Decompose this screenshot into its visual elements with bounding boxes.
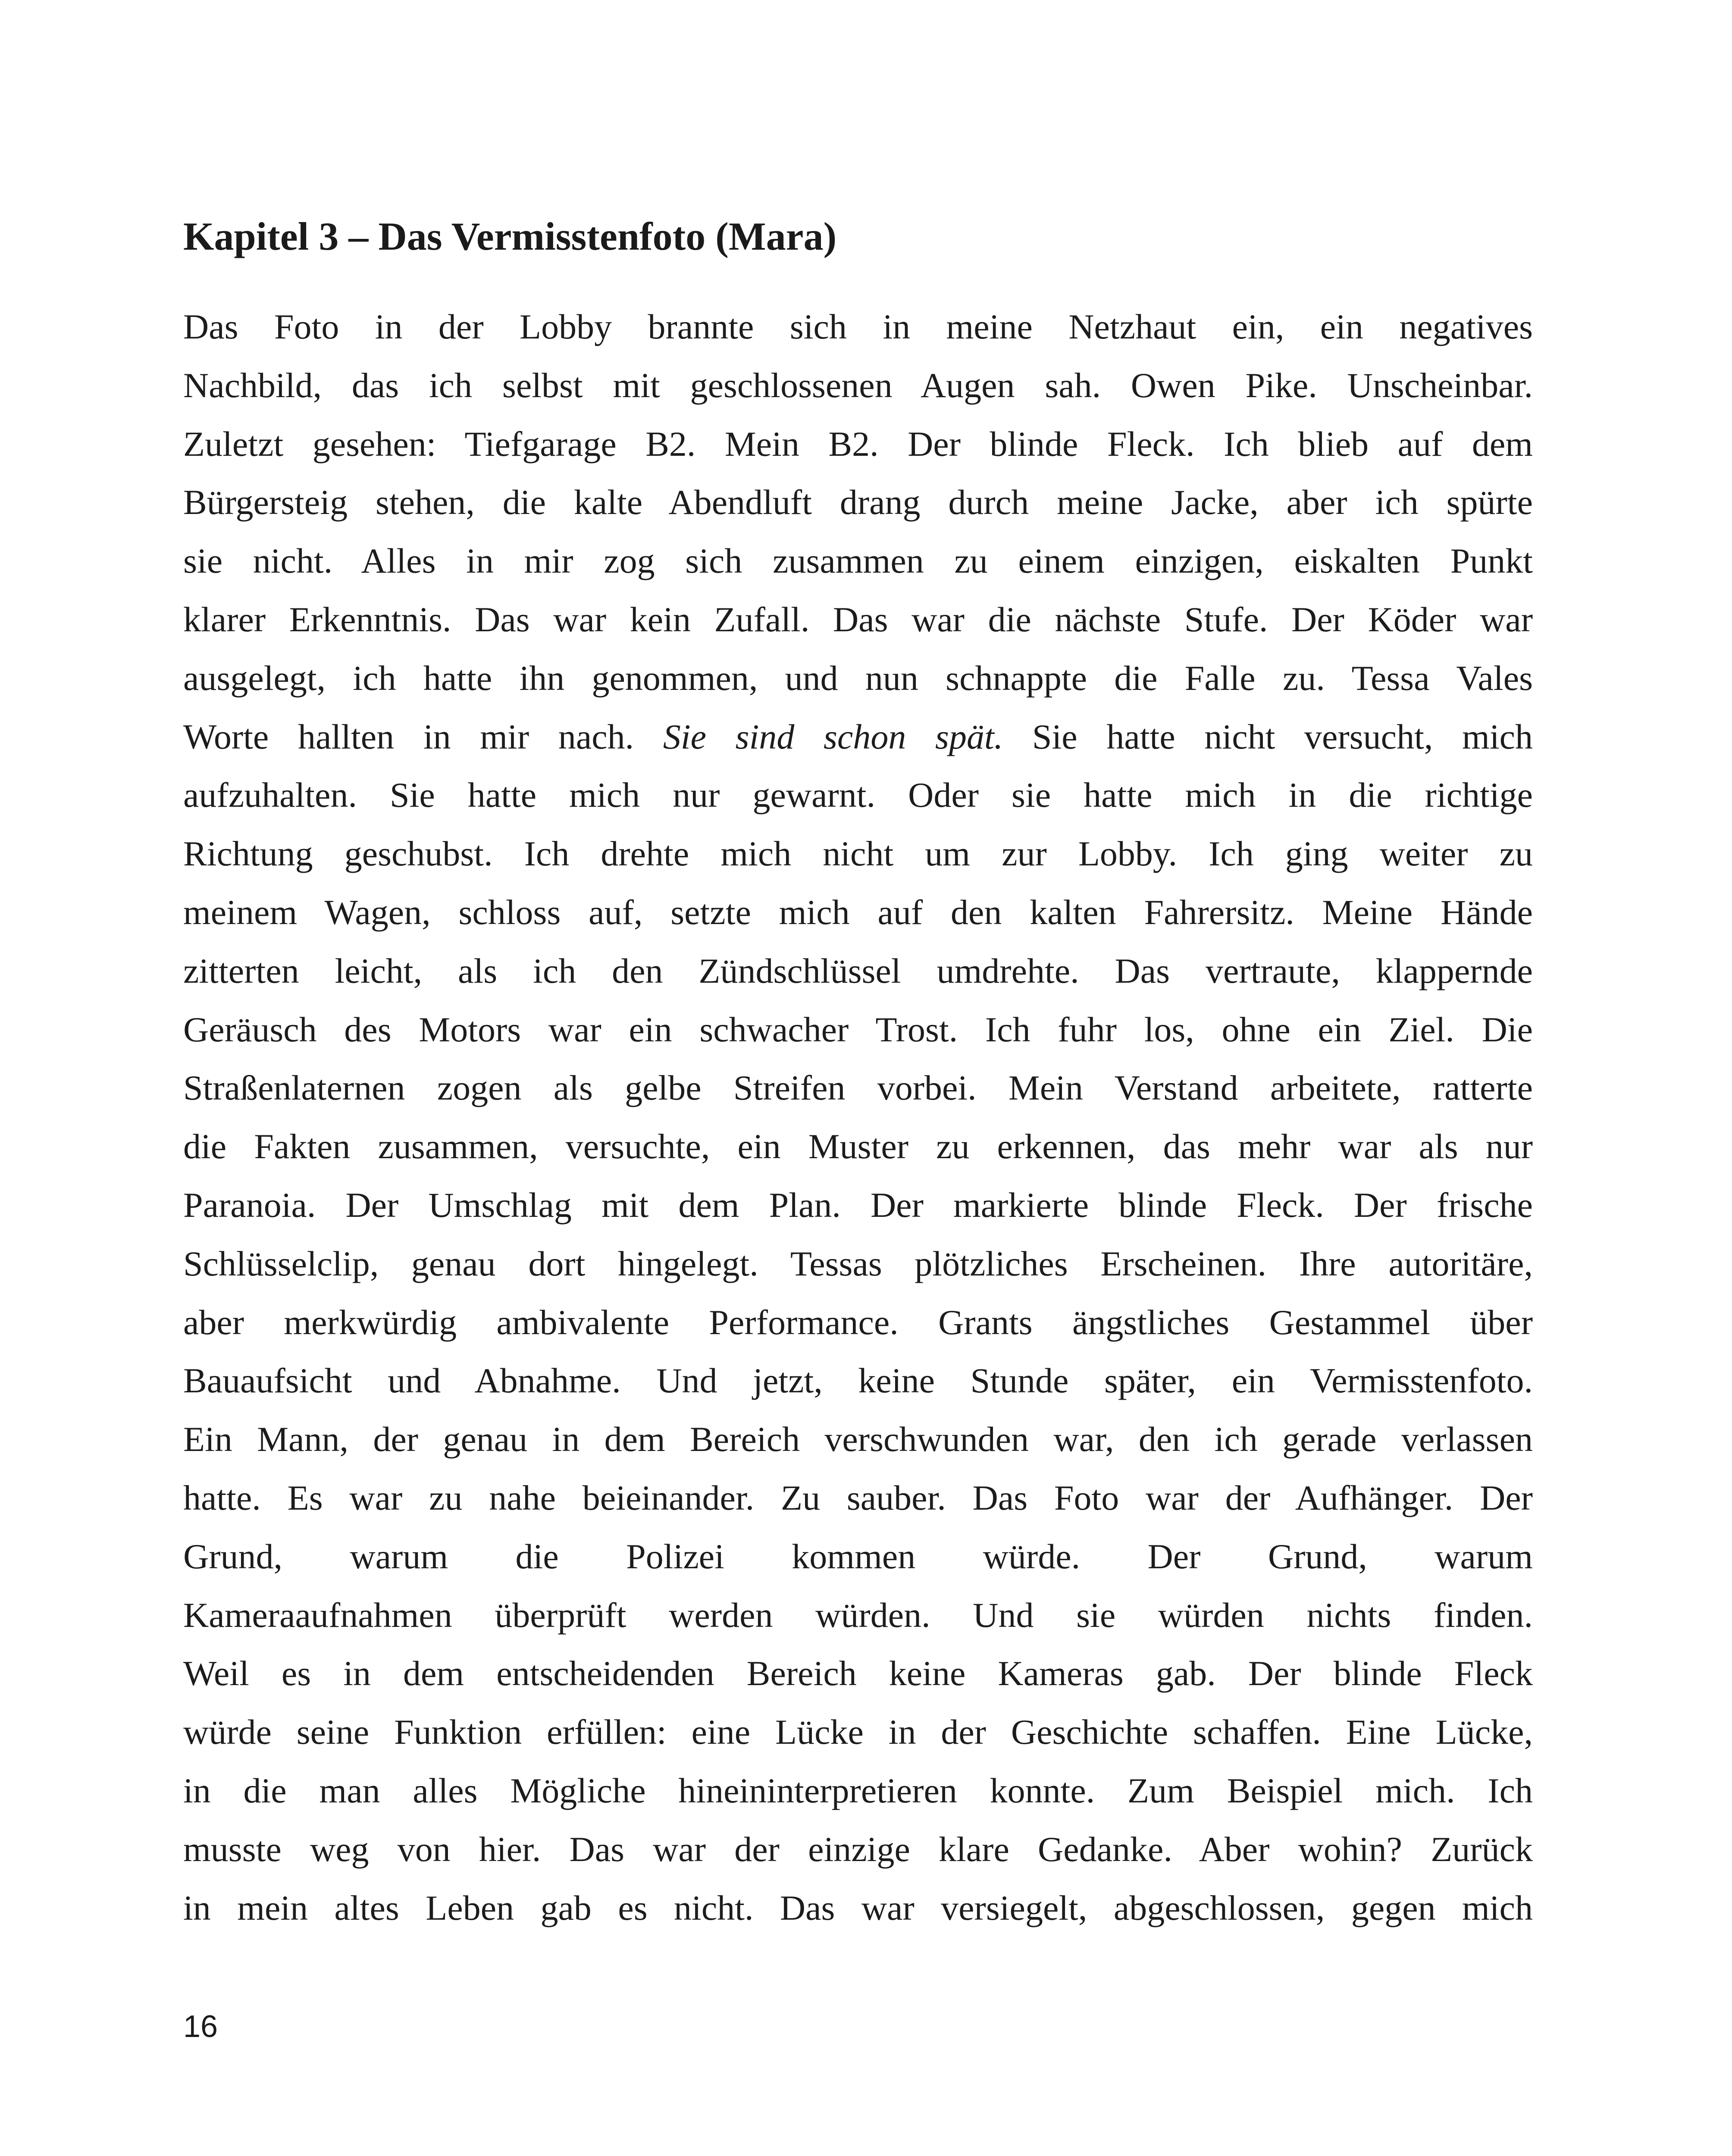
text-line: hatte. Es war zu nahe beieinander. Zu sauber. Das Foto war der Aufhänger. Der — [183, 1478, 1533, 1517]
page-number: 16 — [183, 2009, 218, 2044]
text-line: Grund, warum die Polizei kommen würde. Der Grund, warum — [183, 1536, 1533, 1576]
text-line: die Fakten zusammen, versuchte, ein Muster zu erkennen, das mehr war als nur — [183, 1127, 1533, 1166]
text-line: musste weg von hier. Das war der einzige klare Gedanke. Aber wohin? Zurück — [183, 1829, 1533, 1869]
chapter-title: Kapitel 3 – Das Vermisstenfoto (Mara) — [183, 214, 837, 258]
text-line: Paranoia. Der Umschlag mit dem Plan. Der markierte blinde Fleck. Der frische — [183, 1185, 1533, 1225]
text-line: aufzuhalten. Sie hatte mich nur gewarnt. Oder sie hatte mich in die richtige — [183, 775, 1533, 815]
text-line: sie nicht. Alles in mir zog sich zusammen zu einem einzigen, eiskalten Punkt — [183, 541, 1533, 581]
text-line: in die man alles Mögliche hineininterpretieren konnte. Zum Beispiel mich. Ich — [183, 1771, 1533, 1810]
text-line: klarer Erkenntnis. Das war kein Zufall. Das war die nächste Stufe. Der Köder war — [183, 599, 1533, 639]
text-line: in mein altes Leben gab es nicht. Das war versiegelt, abgeschlossen, gegen mich — [183, 1888, 1533, 1927]
text-line: ausgelegt, ich hatte ihn genommen, und nun schnappte die Falle zu. Tessa Vales — [183, 658, 1533, 698]
text-line: Schlüsselclip, genau dort hingelegt. Tessas plötzliches Erscheinen. Ihre autoritäre, — [183, 1244, 1533, 1283]
text-line: Ein Mann, der genau in dem Bereich verschwunden war, den ich gerade verlassen — [183, 1420, 1533, 1459]
text-line: Bauaufsicht und Abnahme. Und jetzt, keine Stunde später, ein Vermisstenfoto. — [183, 1361, 1533, 1401]
text-line: Weil es in dem entscheidenden Bereich keine Kameras gab. Der blinde Fleck — [183, 1654, 1533, 1693]
text-line: Zuletzt gesehen: Tiefgarage B2. Mein B2. Der blinde Fleck. Ich blieb auf dem — [183, 424, 1533, 464]
text-line: Geräusch des Motors war ein schwacher Trost. Ich fuhr los, ohne ein Ziel. Die — [183, 1009, 1533, 1049]
text-line: Richtung geschubst. Ich drehte mich nicht um zur Lobby. Ich ging weiter zu — [183, 834, 1533, 874]
text-run: Sie hatte nicht versucht, mich — [1003, 717, 1533, 756]
text-line — [183, 708, 1533, 766]
text-line: Bürgersteig stehen, die kalte Abendluft drang durch meine Jacke, aber ich spürte — [183, 483, 1533, 522]
text-line: Nachbild, das ich selbst mit geschlossenen Augen sah. Owen Pike. Unscheinbar. — [183, 365, 1533, 405]
text-line: Das Foto in der Lobby brannte sich in meine Netzhaut ein, ein negatives — [183, 307, 1533, 346]
italic-quote: Sie sind schon spät. — [663, 717, 1003, 756]
text-line: aber merkwürdig ambivalente Performance. Grants ängstliches Gestammel über — [183, 1302, 1533, 1342]
body-text — [183, 298, 1533, 1937]
text-line: zitterten leicht, als ich den Zündschlüssel umdrehte. Das vertraute, klappernde — [183, 951, 1533, 990]
text-line: Kameraaufnahmen überprüft werden würden. Und sie würden nichts finden. — [183, 1595, 1533, 1635]
text-run: Worte hallten in mir nach. — [183, 717, 663, 756]
text-line: Straßenlaternen zogen als gelbe Streifen vorbei. Mein Verstand arbeitete, ratterte — [183, 1068, 1533, 1108]
text-line: würde seine Funktion erfüllen: eine Lücke in der Geschichte schaffen. Eine Lücke, — [183, 1712, 1533, 1752]
text-line: meinem Wagen, schloss auf, setzte mich auf den kalten Fahrersitz. Meine Hände — [183, 892, 1533, 932]
